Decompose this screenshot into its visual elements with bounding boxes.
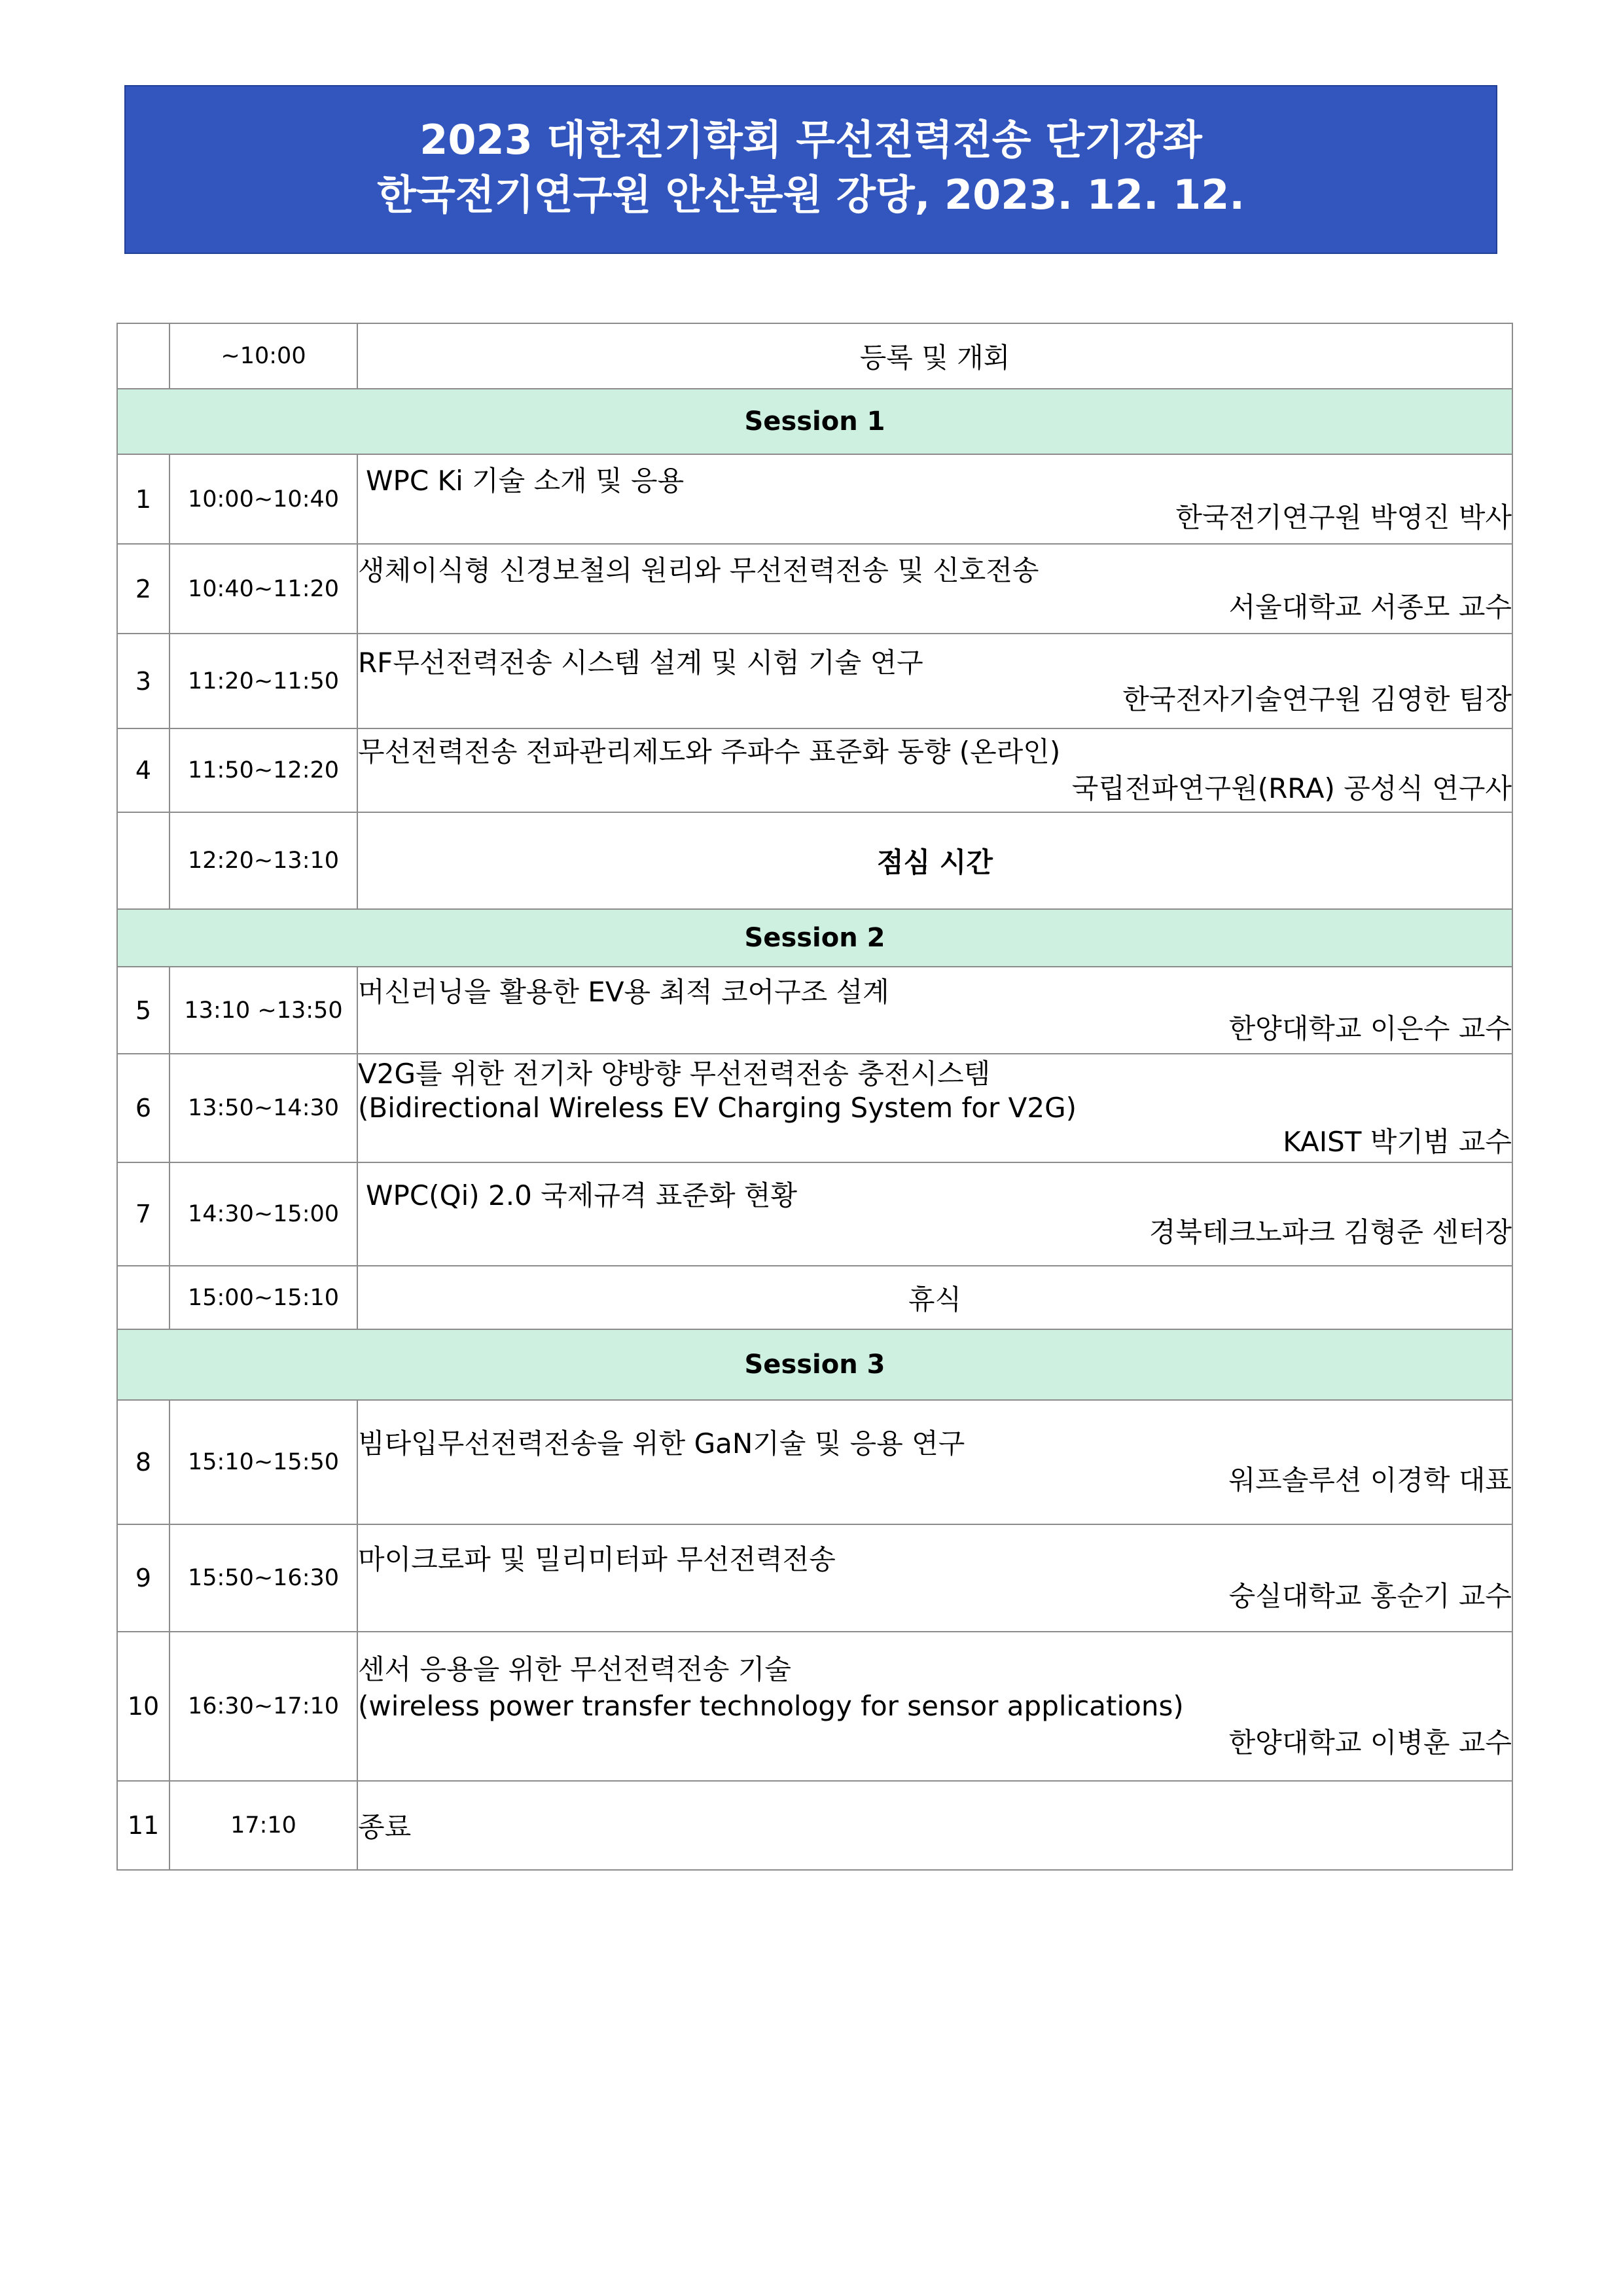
row-number: 8 [117,1400,169,1524]
talk-speaker: 한양대학교 이병훈 교수 [1228,1727,1512,1759]
row-number: 6 [117,1054,169,1162]
row-time: 12:20~13:10 [169,812,357,909]
row-number [117,1266,169,1329]
talk-content [357,1632,1512,1781]
header-title: 2023 대한전기학회 무선전력전송 단기강좌 [419,116,1202,164]
row-time: 11:50~12:20 [169,728,357,812]
row-time: ~10:00 [169,323,357,389]
registration-row [117,323,1512,389]
talk-content [357,1400,1512,1524]
row-number: 2 [117,544,169,634]
talk-content [357,454,1512,544]
talk-content [357,728,1512,812]
talk-row [117,544,1512,634]
talk-row [117,728,1512,812]
row-number [117,812,169,909]
talk-title: 무선전력전송 전파관리제도와 주파수 표준화 동향 (온라인) [358,736,1061,768]
talk-title: RF무선전력전송 시스템 설계 및 시험 기술 연구 [358,646,923,679]
schedule-table [116,323,1513,1871]
talk-content [357,1524,1512,1632]
talk-title: V2G를 위한 전기차 양방향 무선전력전송 충전시스템 [358,1058,991,1090]
header-venue-date: 한국전기연구원 안산분원 강당, 2023. 12. 12. [377,171,1245,219]
lunch-row [117,812,1512,909]
session-header [117,909,1512,967]
talk-title: WPC Ki 기술 소개 및 응용 [366,464,685,497]
row-number: 5 [117,967,169,1054]
row-time: 15:10~15:50 [169,1400,357,1524]
talk-row [117,1632,1512,1781]
talk-title: 빔타입무선전력전송을 위한 GaN기술 및 응용 연구 [358,1427,965,1460]
talk-speaker: 워프솔루션 이경학 대표 [1228,1464,1512,1496]
talk-row [117,1054,1512,1162]
lunch-label: 점심 시간 [357,812,1512,909]
row-time: 13:10 ~13:50 [169,967,357,1054]
row-number: 1 [117,454,169,544]
break-row [117,1266,1512,1329]
row-time: 15:50~16:30 [169,1524,357,1632]
talk-title: 센서 응용을 위한 무선전력전송 기술 [358,1653,791,1685]
closing-label: 종료 [357,1781,1512,1870]
talk-speaker: 경북테크노파크 김형준 센터장 [1149,1216,1512,1248]
row-time: 15:00~15:10 [169,1266,357,1329]
row-time: 14:30~15:00 [169,1162,357,1266]
talk-title: 머신러닝을 활용한 EV용 최적 코어구조 설계 [358,975,889,1008]
row-number: 9 [117,1524,169,1632]
session-label: Session 1 [117,389,1512,454]
talk-title: 마이크로파 및 밀리미터파 무선전력전송 [358,1543,836,1575]
talk-row [117,454,1512,544]
talk-subtitle: (wireless power transfer technology for sensor applications) [358,1690,1184,1722]
session-label: Session 2 [117,909,1512,967]
row-time: 13:50~14:30 [169,1054,357,1162]
row-time: 16:30~17:10 [169,1632,357,1781]
header-banner [124,85,1497,254]
talk-content [357,967,1512,1054]
talk-title: 생체이식형 신경보철의 원리와 무선전력전송 및 신호전송 [358,554,1039,586]
row-number: 3 [117,634,169,728]
talk-speaker: 한국전자기술연구원 김영한 팀장 [1122,683,1512,715]
talk-speaker: KAIST 박기범 교수 [1283,1126,1512,1158]
talk-content [357,1054,1512,1162]
session-label: Session 3 [117,1329,1512,1400]
talk-row [117,967,1512,1054]
talk-speaker: 서울대학교 서종모 교수 [1228,590,1512,623]
talk-title: WPC(Qi) 2.0 국제규격 표준화 현황 [366,1179,798,1211]
session-header [117,1329,1512,1400]
break-label: 휴식 [357,1266,1512,1329]
talk-content [357,544,1512,634]
registration-label: 등록 및 개회 [357,323,1512,389]
row-time: 10:00~10:40 [169,454,357,544]
talk-row [117,634,1512,728]
talk-content [357,1162,1512,1266]
row-number: 10 [117,1632,169,1781]
talk-row [117,1162,1512,1266]
row-time: 11:20~11:50 [169,634,357,728]
talk-row [117,1400,1512,1524]
row-number: 7 [117,1162,169,1266]
row-time: 17:10 [169,1781,357,1870]
talk-content [357,634,1512,728]
talk-row [117,1524,1512,1632]
row-number: 4 [117,728,169,812]
row-time: 10:40~11:20 [169,544,357,634]
row-number [117,323,169,389]
closing-row [117,1781,1512,1870]
talk-speaker: 한양대학교 이은수 교수 [1228,1012,1512,1045]
session-header [117,389,1512,454]
talk-subtitle: (Bidirectional Wireless EV Charging System for V2G) [358,1092,1077,1124]
talk-speaker: 숭실대학교 홍순기 교수 [1228,1580,1512,1612]
row-number: 11 [117,1781,169,1870]
talk-speaker: 한국전기연구원 박영진 박사 [1175,501,1512,533]
talk-speaker: 국립전파연구원(RRA) 공성식 연구사 [1071,772,1512,804]
